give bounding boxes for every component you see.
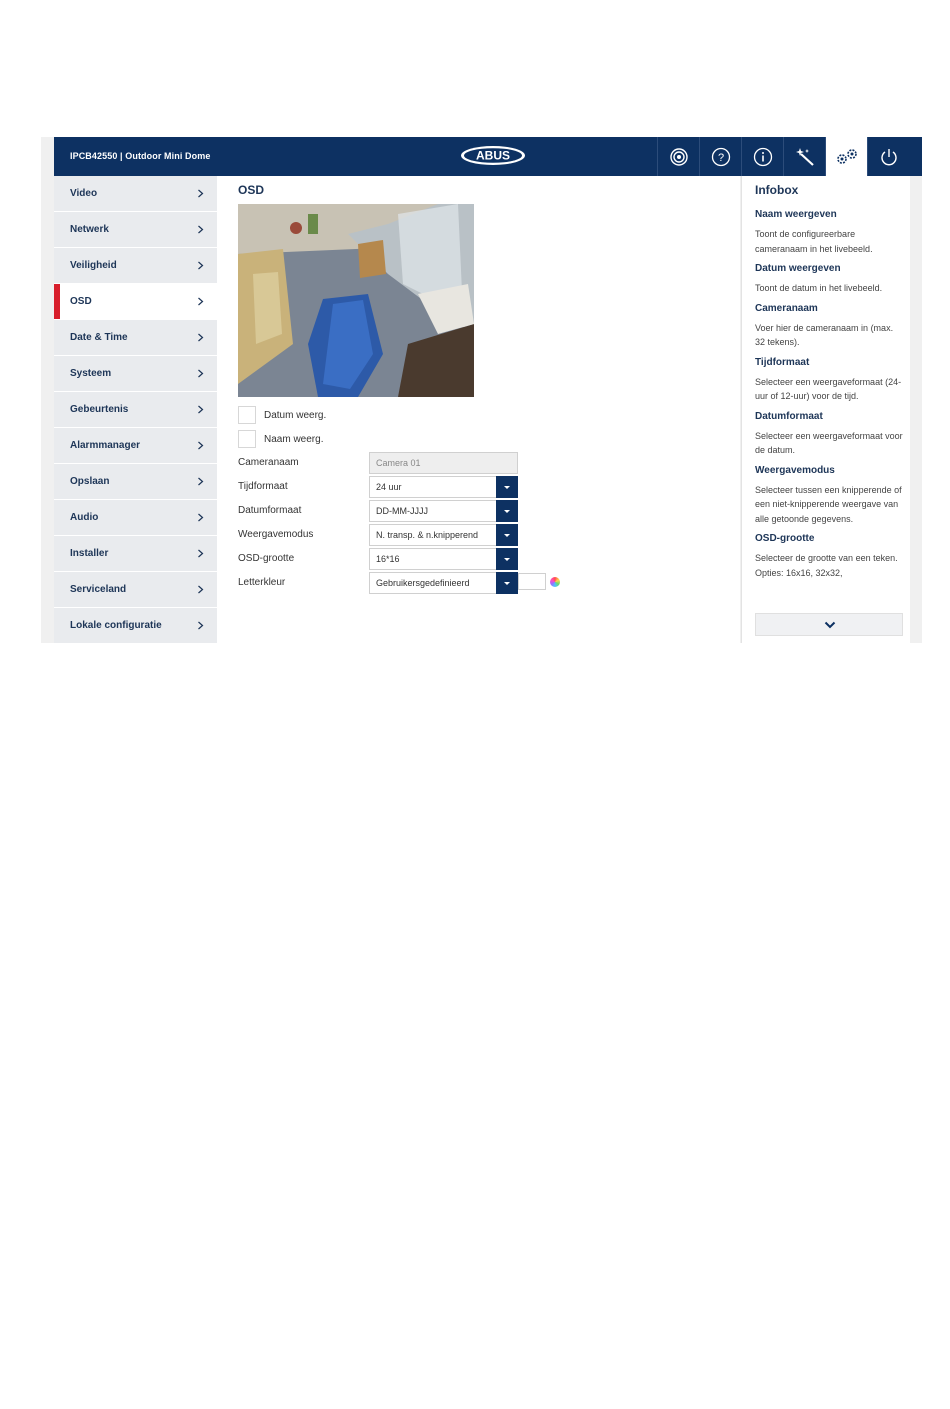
sidebar-item-lokale-configuratie[interactable] [54, 608, 217, 643]
infobox-text: Selecteer tussen een knipperende of een niet-knipperende weergave van alle getoonde gegevens. [755, 484, 902, 524]
sidebar-item-label: Netwerk [70, 224, 109, 235]
date-format-row [238, 500, 548, 522]
chevron-right-icon [196, 585, 205, 594]
infobox-heading: Weergavemodus [755, 464, 835, 476]
infobox-heading: Cameranaam [755, 302, 818, 314]
chevron-down-icon[interactable] [496, 500, 518, 522]
logo-text: ABUS [475, 148, 511, 163]
camera-name-field[interactable]: Camera 01 [369, 452, 518, 474]
chevron-right-icon [196, 369, 205, 378]
sidebar-item-audio[interactable] [54, 500, 217, 536]
chevron-right-icon [196, 225, 205, 234]
osd-size-label: OSD-grootte [238, 553, 295, 564]
camera-icon [669, 147, 689, 167]
infobox-content [755, 208, 903, 606]
sidebar-item-label: Installer [70, 548, 109, 559]
date-format-value: DD-MM-JJJJ [376, 506, 428, 516]
infobox-text: Selecteer een weergaveformaat (24-uur of 12-uur) voor de tijd. [755, 376, 902, 401]
settings-icon [834, 147, 860, 167]
abus-logo [460, 145, 526, 166]
sidebar-item-video[interactable] [54, 176, 217, 212]
time-format-row [238, 476, 548, 498]
infobox-title: Infobox [755, 183, 799, 197]
date-format-label: Datumformaat [238, 505, 302, 516]
infobox-text: Voer hier de cameranaam in (max. 32 tekens). [755, 322, 894, 347]
sidebar-item-label: Veiligheid [70, 260, 117, 271]
camera-name-row [238, 452, 548, 474]
osd-size-value: 16*16 [376, 554, 400, 564]
chevron-right-icon [196, 189, 205, 198]
sidebar-item-label: Opslaan [70, 476, 110, 487]
sidebar-item-opslaan[interactable] [54, 464, 217, 500]
infobox-text: Toont de configureerbare cameranaam in het livebeeld. [755, 229, 873, 254]
info-button[interactable] [741, 137, 783, 176]
chevron-down-icon[interactable] [496, 572, 518, 594]
osd-size-row [238, 548, 548, 570]
chevron-right-icon [196, 549, 205, 558]
osd-size-select[interactable] [369, 548, 518, 570]
chevron-down-icon[interactable] [496, 548, 518, 570]
preview-image [238, 204, 474, 397]
help-button[interactable] [699, 137, 741, 176]
display-mode-label: Weergavemodus [238, 529, 314, 540]
display-mode-select[interactable] [369, 524, 518, 546]
time-format-label: Tijdformaat [238, 481, 288, 492]
infobox-text: Selecteer een weergaveformaat voor de datum. [755, 430, 903, 455]
help-icon [711, 147, 731, 167]
show-name-label: Naam weerg. [264, 433, 324, 445]
power-button[interactable] [867, 137, 909, 176]
color-swatch[interactable] [518, 573, 546, 590]
infobox-scroll-button[interactable] [755, 613, 903, 636]
chevron-down-icon[interactable] [496, 524, 518, 546]
sidebar-item-label: Gebeurtenis [70, 404, 129, 415]
chevron-right-icon [196, 297, 205, 306]
sidebar-item-systeem[interactable] [54, 356, 217, 392]
wizard-icon [794, 147, 816, 167]
infobox-heading: OSD-grootte [755, 533, 815, 544]
infobox-text: Selecteer de grootte van een teken. Opties: 16x16, 32x32, [755, 553, 898, 578]
svg-text:?: ? [717, 151, 724, 164]
info-icon [753, 147, 773, 167]
color-picker-icon[interactable] [550, 577, 560, 587]
sidebar-item-label: Date & Time [70, 332, 128, 343]
sidebar-item-veiligheid[interactable] [54, 248, 217, 284]
show-date-checkbox[interactable] [238, 406, 256, 424]
time-format-value: 24 uur [376, 482, 402, 492]
sidebar-item-label: Video [70, 188, 98, 199]
camera-button[interactable] [657, 137, 699, 176]
chevron-right-icon [196, 333, 205, 342]
display-mode-value: N. transp. & n.knipperend [376, 530, 479, 540]
infobox-text: Toont de datum in het livebeeld. [755, 283, 883, 293]
sidebar-item-label: OSD [70, 296, 92, 307]
font-color-label: Letterkleur [238, 577, 286, 588]
page-title: OSD [238, 183, 265, 197]
sidebar-item-label: Audio [70, 512, 99, 523]
infobox-heading: Datum weergeven [755, 263, 841, 274]
settings-button[interactable] [825, 137, 867, 176]
sidebar-item-osd[interactable] [54, 284, 217, 320]
time-format-select[interactable] [369, 476, 518, 498]
show-name-checkbox[interactable] [238, 430, 256, 448]
sidebar-item-alarmmanager[interactable] [54, 428, 217, 464]
chevron-right-icon [196, 405, 205, 414]
wizard-button[interactable] [783, 137, 825, 176]
chevron-right-icon [196, 261, 205, 270]
date-format-select[interactable] [369, 500, 518, 522]
infobox-heading: Tijdformaat [755, 356, 810, 368]
show-name-row [238, 429, 323, 449]
show-date-label: Datum weerg. [264, 409, 327, 421]
chevron-right-icon [196, 513, 205, 522]
sidebar [54, 176, 217, 643]
show-date-row [238, 405, 326, 425]
sidebar-item-label: Lokale configuratie [70, 620, 162, 631]
chevron-right-icon [196, 621, 205, 630]
infobox-heading: Datumformaat [755, 410, 823, 422]
font-color-value: Gebruikersgedefinieerd [376, 578, 470, 588]
font-color-select[interactable] [369, 572, 518, 594]
chevron-right-icon [196, 477, 205, 486]
sidebar-item-gebeurtenis[interactable] [54, 392, 217, 428]
power-icon [879, 147, 899, 167]
sidebar-item-label: Alarmmanager [70, 440, 141, 451]
sidebar-item-installer[interactable] [54, 536, 217, 572]
infobox-heading: Naam weergeven [755, 209, 837, 220]
sidebar-item-netwerk[interactable] [54, 212, 217, 248]
sidebar-item-label: Serviceland [70, 584, 127, 595]
sidebar-item-date-time[interactable] [54, 320, 217, 356]
camera-name-label: Cameranaam [238, 457, 299, 468]
main-panel [217, 176, 740, 643]
font-color-row [238, 572, 548, 594]
sidebar-item-label: Systeem [70, 368, 112, 379]
app-window [41, 137, 922, 643]
camera-preview [238, 204, 474, 397]
display-mode-row [238, 524, 548, 546]
top-bar [54, 137, 922, 176]
chevron-right-icon [196, 441, 205, 450]
device-title: IPCB42550 | Outdoor Mini Dome [70, 151, 211, 161]
chevron-down-icon[interactable] [496, 476, 518, 498]
chevron-down-icon [824, 621, 836, 629]
sidebar-item-serviceland[interactable] [54, 572, 217, 608]
infobox-panel [741, 176, 910, 643]
